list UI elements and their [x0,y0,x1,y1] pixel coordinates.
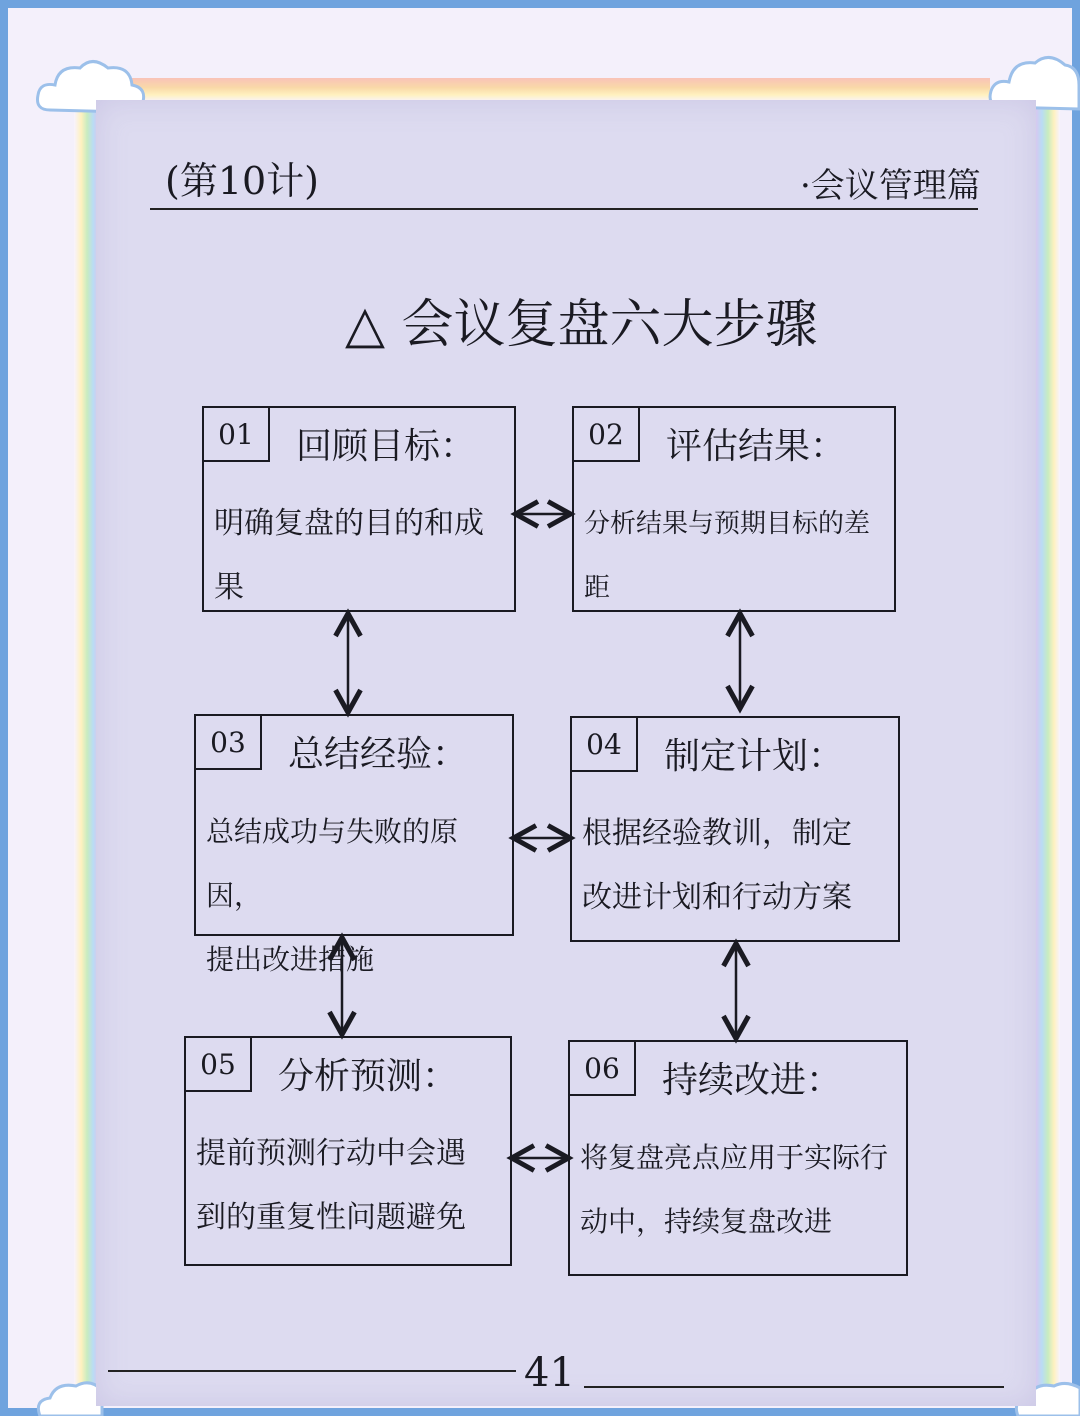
footer-divider-right [584,1386,1004,1388]
chapter-label: (第10计) [165,159,320,203]
step-box-02 [572,406,896,612]
step-box-05 [184,1036,512,1266]
footer-divider-left [108,1370,516,1372]
page-number: 41 [524,1350,575,1396]
header-divider [150,208,978,210]
step-title: 持续改进： [662,1060,843,1101]
step-box-01 [202,406,516,612]
step-title: 评估结果： [666,426,847,467]
step-number: 05 [186,1038,252,1092]
step-title: 回顾目标： [296,426,477,467]
step-description: 明确复盘的目的和成果 [214,506,484,605]
step-title: 制定计划： [664,736,845,777]
step-title: 分析预测： [278,1056,459,1097]
step-description: 提前预测行动中会遇 到的重复性问题避免 [196,1136,466,1235]
step-number: 04 [572,718,638,772]
step-box-06 [568,1040,908,1276]
step-title: 总结经验： [288,734,469,775]
diagram-title: △ 会议复盘六大步骤 [345,295,818,355]
rainbow-border-right [1036,98,1060,1408]
step-description: 将复盘亮点应用于实际行 动中，持续复盘改进 [580,1141,889,1238]
rainbow-border-left [74,98,98,1408]
rainbow-border-top [90,78,990,102]
step-number: 01 [204,408,270,462]
step-number: 02 [574,408,640,462]
step-description: 总结成功与失败的原因， 提出改进措施 [206,815,459,976]
step-description: 分析结果与预期目标的差距 [584,509,871,603]
step-box-03 [194,714,514,976]
step-box-04 [570,716,900,942]
step-number: 03 [196,716,262,770]
step-number: 06 [570,1042,636,1096]
step-description: 根据经验教训，制定 改进计划和行动方案 [582,816,852,915]
section-label: ·会议管理篇 [800,166,981,206]
